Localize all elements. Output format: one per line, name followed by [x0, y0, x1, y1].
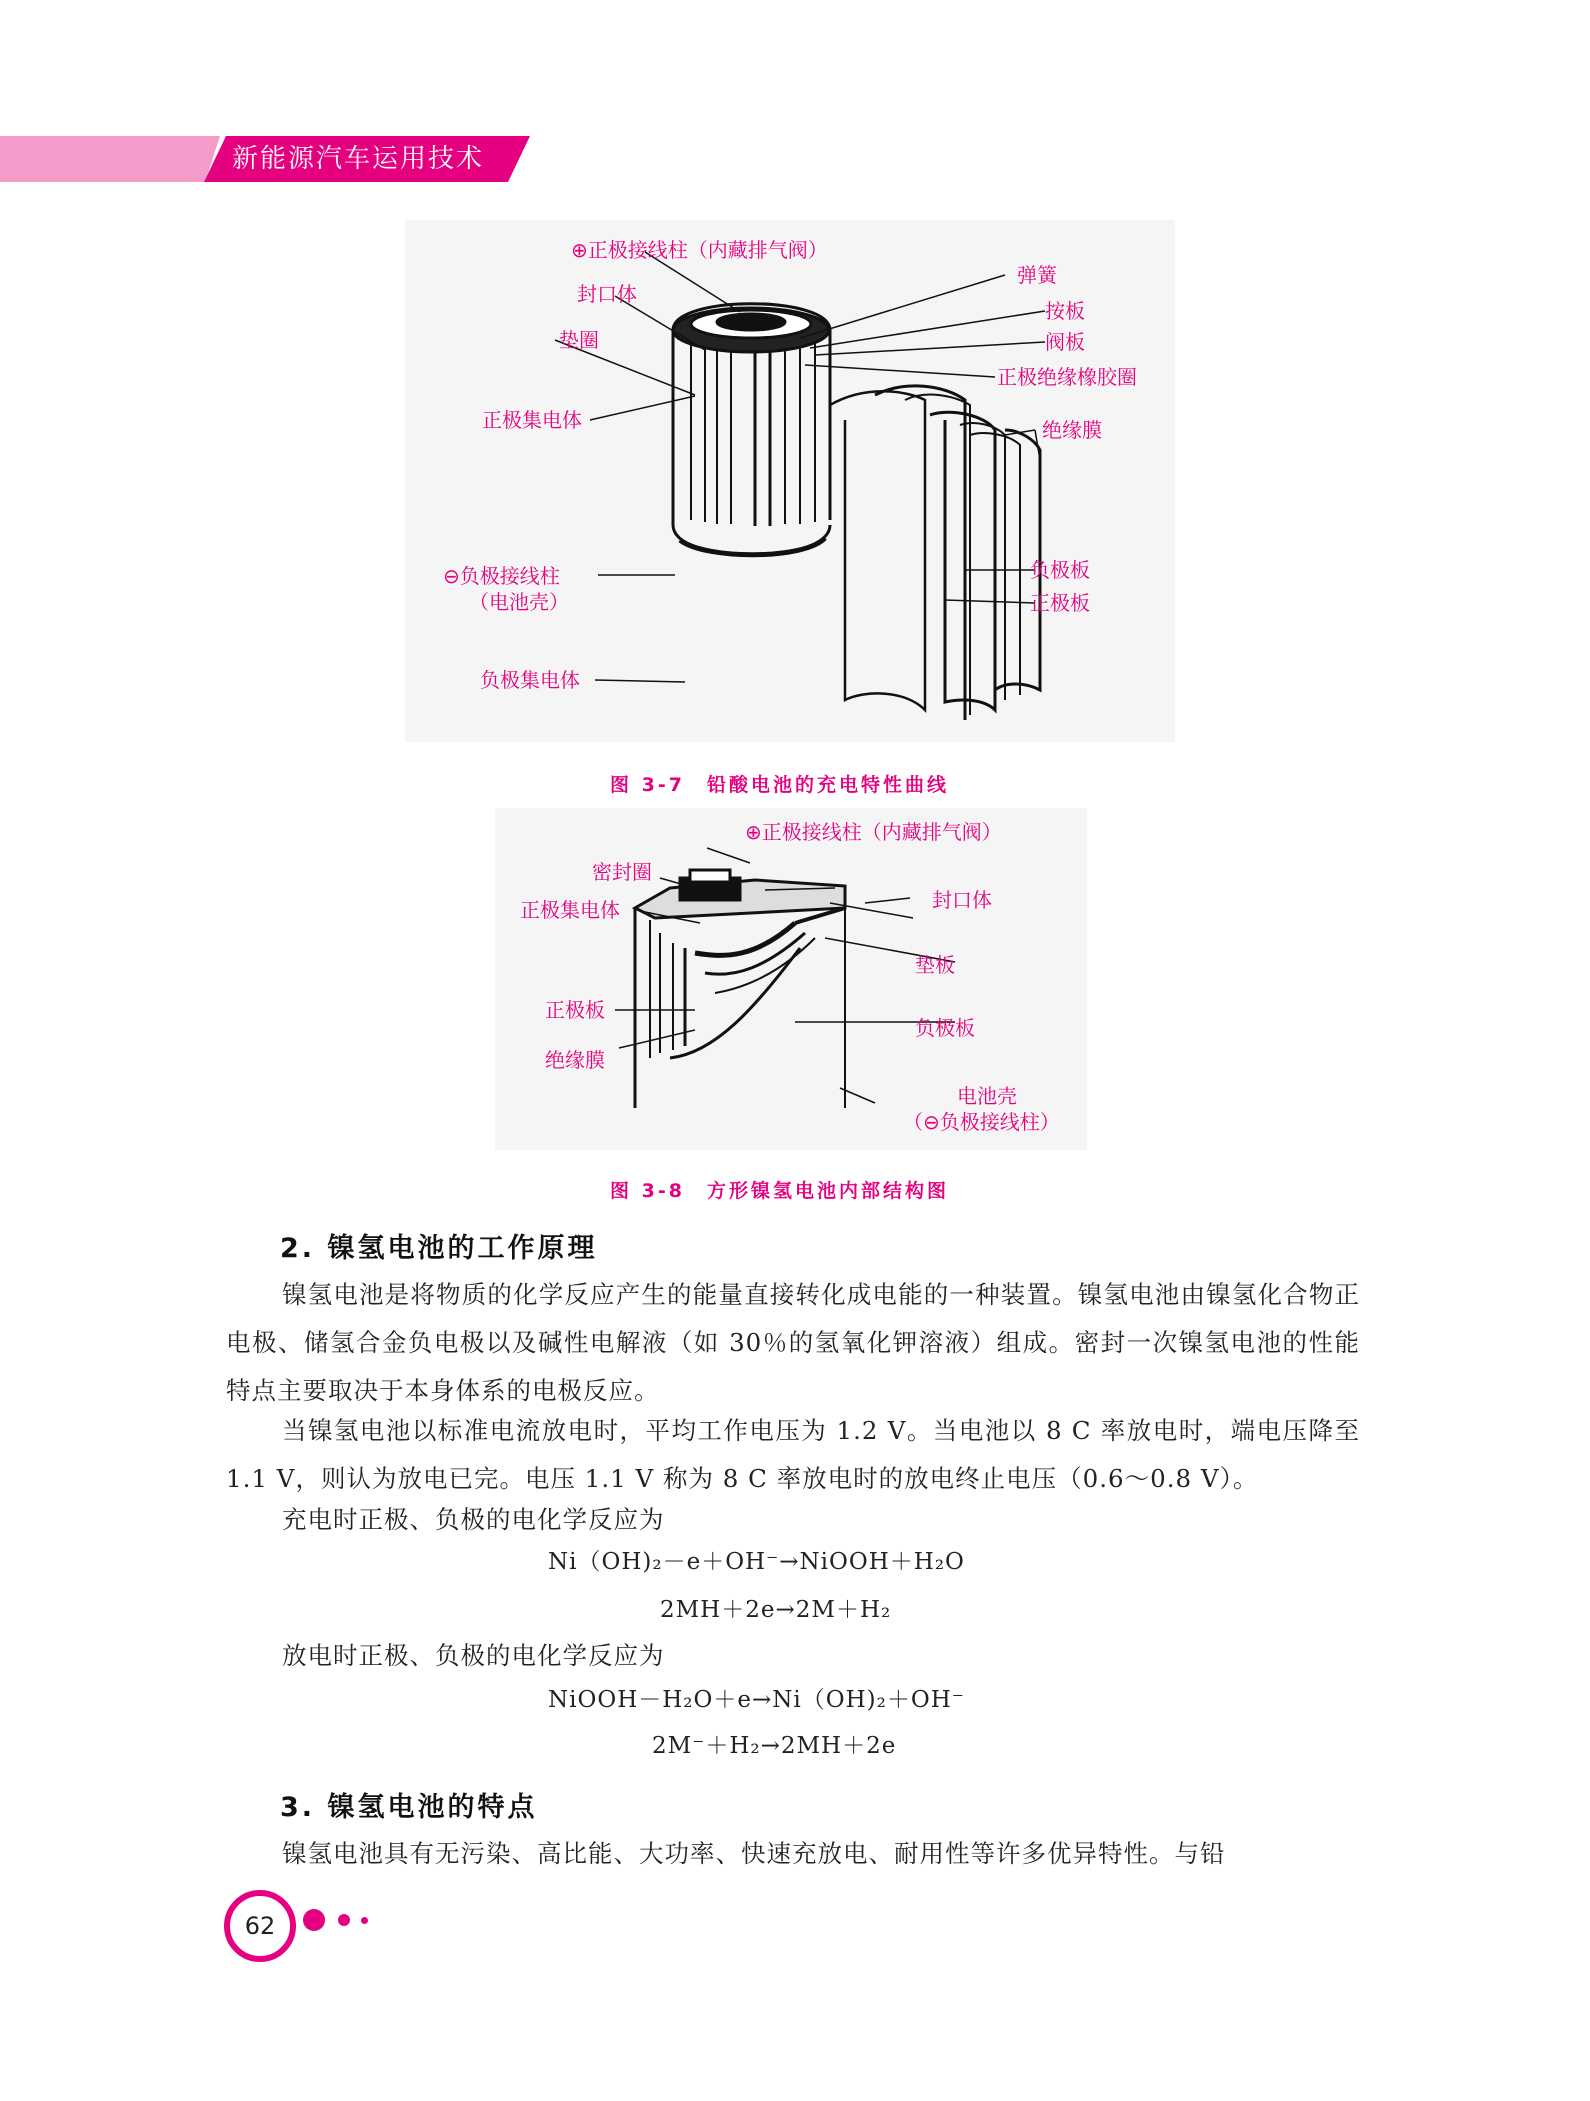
- discharge-equation-negative: 2M⁻＋H₂→2MH＋2e: [652, 1733, 897, 1759]
- footer-dot-large: [303, 1909, 325, 1931]
- label-case: 电池壳: [957, 1084, 1017, 1108]
- label-pos-plate: 正极板: [1030, 591, 1090, 615]
- paragraph-features: 镍氢电池具有无污染、高比能、大功率、快速充放电、耐用性等许多优异特性。与铅: [282, 1839, 1226, 1868]
- label-pos-collector: 正极集电体: [482, 408, 582, 432]
- paragraph-principle-intro: 镍氢电池是将物质的化学反应产生的能量直接转化成电能的一种装置。镍氢电池由镍氢化合物正电极、储氢合金负电极以及碱性电解液（如 30％的氢氧化钾溶液）组成。密封一次镍氢电池的性能特点主要取决于本身体系的电极反应。: [226, 1280, 1360, 1405]
- label-gasket: 垫圈: [559, 328, 599, 352]
- label-battery-case: （电池壳）: [469, 590, 569, 614]
- label-seal-body-2: 封口体: [932, 888, 992, 912]
- charge-equation-positive: Ni（OH)₂－e＋OH⁻→NiOOH＋H₂O: [548, 1549, 965, 1575]
- label-neg-terminal-2: （⊖负极接线柱）: [903, 1110, 1060, 1134]
- page-number: 62: [224, 1890, 296, 1962]
- figure-cylindrical-battery: [405, 220, 1175, 742]
- label-pos-terminal: ⊕正极接线柱（内藏排气阀）: [571, 238, 828, 262]
- label-seal-ring: 密封圈: [592, 860, 652, 884]
- label-pos-plate-2: 正极板: [545, 998, 605, 1022]
- figure-caption-3-8: 图 3-8 方形镍氢电池内部结构图: [610, 1180, 949, 1202]
- label-neg-plate-2: 负极板: [915, 1016, 975, 1040]
- figure-prismatic-battery: [495, 808, 1087, 1150]
- label-pad: 垫板: [915, 953, 955, 977]
- label-neg-terminal: ⊖负极接线柱: [443, 564, 560, 588]
- paragraph-discharge-voltage: 当镍氢电池以标准电流放电时，平均工作电压为 1.2 V。当电池以 8 C 率放电时，端电压降至 1.1 V，则认为放电已完。电压 1.1 V 称为 8 C 率放电时的放电终止电压（0.6～0.8 V）。: [226, 1416, 1360, 1493]
- footer-dot-small: [361, 1917, 368, 1924]
- charge-reaction-intro: 充电时正极、负极的电化学反应为: [282, 1505, 665, 1534]
- book-title: 新能源汽车运用技术: [232, 144, 485, 174]
- figure-caption-3-7: 图 3-7 铅酸电池的充电特性曲线: [610, 774, 949, 796]
- label-separator-2: 绝缘膜: [545, 1048, 605, 1072]
- footer-dot-medium: [338, 1914, 350, 1926]
- label-spring: 弹簧: [1017, 263, 1057, 287]
- section-heading-features: 3. 镍氢电池的特点: [280, 1792, 538, 1823]
- discharge-reaction-intro: 放电时正极、负极的电化学反应为: [282, 1641, 665, 1670]
- charge-equation-negative: 2MH＋2e→2M＋H₂: [660, 1597, 892, 1623]
- label-pos-insulation-ring: 正极绝缘橡胶圈: [997, 365, 1137, 389]
- label-neg-plate: 负极板: [1030, 558, 1090, 582]
- label-neg-collector: 负极集电体: [480, 668, 580, 692]
- discharge-equation-positive: NiOOH－H₂O＋e→Ni（OH)₂＋OH⁻: [548, 1687, 965, 1713]
- label-pos-terminal-2: ⊕正极接线柱（内藏排气阀）: [745, 820, 1002, 844]
- label-seal-body: 封口体: [577, 282, 637, 306]
- label-press-plate: 按板: [1045, 299, 1085, 323]
- label-pos-collector-2: 正极集电体: [520, 898, 620, 922]
- section-heading-working-principle: 2. 镍氢电池的工作原理: [280, 1233, 598, 1264]
- label-valve-plate: 阀板: [1045, 330, 1085, 354]
- label-separator: 绝缘膜: [1042, 418, 1102, 442]
